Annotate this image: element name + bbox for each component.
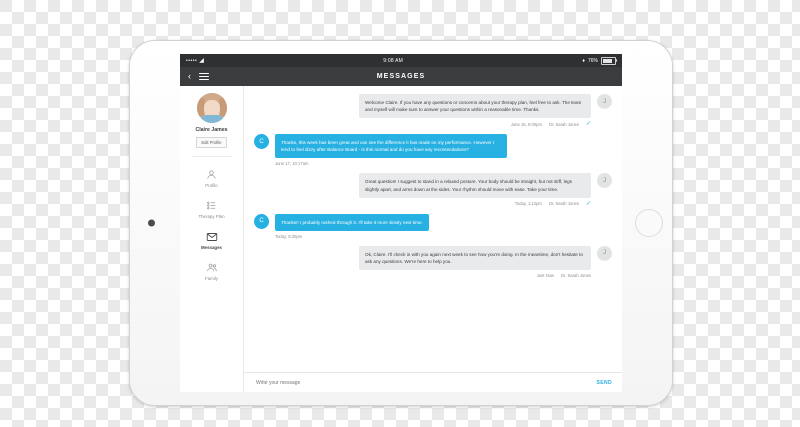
- sidebar-item-label: Family: [205, 276, 218, 281]
- message-meta: [254, 234, 612, 239]
- sidebar-item-profile[interactable]: [180, 168, 243, 188]
- sidebar: [180, 86, 244, 392]
- message-meta: [254, 161, 612, 166]
- sender-avatar: C: [254, 134, 269, 149]
- sidebar-item-messages[interactable]: [180, 230, 243, 250]
- sender-avatar: J: [597, 94, 612, 109]
- sidebar-item-label: Profile: [205, 183, 218, 188]
- message-list[interactable]: [244, 86, 622, 372]
- sidebar-item-family[interactable]: [180, 261, 243, 281]
- message-bubble: Thanks, this week has been great and can see the difference it has made on my performance. However I tend to feel dizzy after Balance Board - is this normal and do you have any recomendations?: [275, 134, 507, 158]
- message-bubble: Great question! I suggest to stand in a relaxed posture. Your body should be straight, but not stiff, legs slightly apart, and arms down at the sides. Your rhythm should move with ease. Take your time.: [359, 173, 591, 197]
- battery-icon: [601, 57, 616, 65]
- read-check-icon: ✓: [585, 200, 591, 207]
- status-bar-right: [582, 57, 616, 65]
- message-time: June 15, 6:00pm: [510, 121, 542, 127]
- read-check-icon: ✓: [585, 121, 591, 128]
- tablet-device: [129, 40, 673, 406]
- message-row: [254, 94, 612, 118]
- message-sender: Dr. Sarah Jones: [548, 201, 579, 207]
- message-bubble: Ok, Claire. I'll check in with you again next week to see how you're doing. In the meantime, don't hesitate to ask any questions. We're here to help you.: [359, 246, 591, 270]
- page-title: MESSAGES: [376, 73, 426, 80]
- front-camera-icon: [148, 220, 155, 227]
- sidebar-item-label: Messages: [201, 245, 222, 250]
- message-composer: [244, 372, 622, 392]
- status-bar: [180, 54, 622, 67]
- message-row: [254, 246, 612, 270]
- message-sender: Dr. Sarah Jones: [560, 272, 591, 278]
- sidebar-item-label: Therapy Plan: [198, 214, 225, 219]
- sidebar-user-name: Claire James: [195, 127, 228, 133]
- avatar: [197, 93, 227, 123]
- message-meta: [254, 121, 612, 127]
- message-row: [254, 134, 612, 158]
- list-icon: [206, 199, 217, 212]
- app-body: [180, 86, 622, 392]
- status-bar-left: [186, 58, 204, 64]
- message-row: [254, 214, 612, 231]
- message-time: Today, 1:12pm: [514, 201, 542, 207]
- person-icon: [206, 168, 217, 181]
- message-time: Today, 5:30pm: [275, 233, 303, 239]
- status-bar-time: 9:08 AM: [383, 57, 404, 64]
- wifi-icon: ◢: [199, 57, 204, 64]
- message-input[interactable]: [254, 379, 597, 387]
- message-thread-panel: [244, 86, 622, 392]
- app-header: [180, 67, 622, 86]
- message-row: [254, 173, 612, 197]
- sender-avatar: C: [254, 214, 269, 229]
- back-chevron-icon[interactable]: ‹: [188, 71, 191, 81]
- message-bubble: Thanks!! I probably rushed through it. I'll take it more slowly next time.: [275, 214, 429, 231]
- sidebar-divider: [192, 156, 232, 157]
- sidebar-item-therapy-plan[interactable]: [180, 199, 243, 219]
- message-time: June 17, 10:17am: [275, 161, 309, 167]
- send-button[interactable]: SEND: [596, 379, 612, 386]
- signal-strength-icon: •••••: [186, 57, 198, 64]
- message-bubble: Welcome Claire. If you have any questions or concerns about your therapy plan, feel free to ask. The team and myself will make sure to answer your questions within a reasonable time. Thanks.: [359, 94, 591, 118]
- message-time: Just Now: [536, 272, 554, 278]
- sender-avatar: J: [597, 173, 612, 188]
- sender-avatar: J: [597, 246, 612, 261]
- envelope-icon: [206, 230, 218, 243]
- home-button[interactable]: [635, 209, 663, 237]
- battery-percent-label: 76%: [587, 57, 598, 64]
- edit-profile-button[interactable]: Edit Profile: [196, 137, 226, 148]
- message-meta: [254, 273, 612, 278]
- app-screen: [180, 54, 622, 392]
- bluetooth-icon: ♦: [582, 57, 585, 64]
- people-icon: [206, 261, 218, 274]
- message-meta: [254, 201, 612, 207]
- message-sender: Dr. Sarah Jones: [548, 121, 579, 127]
- tablet-bezel: [130, 41, 672, 405]
